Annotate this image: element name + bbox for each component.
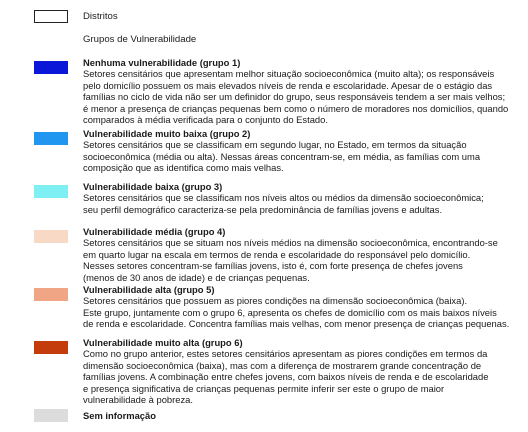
group-6-description: Como no grupo anterior, estes setores censitários apresentam as piores condições em termos da dimensão socioeconômica (baixa), mas com a diferença de mostrarem grande concentração de famílias jovens. A combinação entre chefes jovens, com baixos níveis de renda e de escolaridade e presença significativa de crianças pequenas permite inferir ser este o grupo de maior vulnerabilidade à pobreza. (83, 348, 489, 406)
group-4-title: Vulnerabilidade média (grupo 4) (83, 226, 226, 237)
distritos-label: Distritos (83, 11, 118, 22)
group-3-description: Setores censitários que se classificam nos níveis altos ou médios da dimensão socioeconômica; seu perfil demográfico caracteriza-se pela predominância de famílias jovens e adultas. (83, 192, 484, 215)
group-3-title: Vulnerabilidade baixa (grupo 3) (83, 181, 223, 192)
group-5-description: Setores censitários que possuem as piores condições na dimensão socioeconômica (baixa). Este grupo, juntamente com o grupo 6, apresenta os chefes de domicílio com os mais baixos níveis de renda e escolaridade. Concentra famílias mais velhas, com menor presença de crianças pequenas. (83, 295, 510, 330)
group-2-description: Setores censitários que se classificam em segundo lugar, no Estado, em termos da situação socioeconômica (média ou alta). Nessas áreas concentram-se, em média, as famílias com uma composição que as identifica como mais velhas. (83, 139, 481, 174)
group-1-swatch (34, 61, 68, 74)
distritos-swatch (34, 10, 68, 23)
group-2-swatch (34, 132, 68, 145)
group-1-title: Nenhuma vulnerabilidade (grupo 1) (83, 57, 241, 68)
group-5-swatch (34, 288, 68, 301)
group-4-description: Setores censitários que se situam nos níveis médios na dimensão socioeconômica, encontrando-se em quarto lugar na escala em termos de renda e escolaridade do responsável pelo domicílio. Nesses setores concentram-se famílias jovens, isto é, com forte presença de chefes jovens (menos de 30 anos de idade) e de crianças pequenas. (83, 237, 498, 283)
group-2-title: Vulnerabilidade muito baixa (grupo 2) (83, 128, 251, 139)
section-title: Grupos de Vulnerabilidade (83, 34, 197, 45)
no-info-title: Sem informação (83, 410, 156, 421)
group-5-title: Vulnerabilidade alta (grupo 5) (83, 284, 215, 295)
group-1-description: Setores censitários que apresentam melhor situação socioeconômica (muito alta); os responsáveis pelo domicílio possuem os mais elevados níveis de renda e escolaridade. Apesar de o estágio das famílias no ciclo de vida não ser um definidor do grupo, seus responsáveis tendem a ser mais velhos; é menor a presença de crianças pequenas bem como o número de moradores nos domicílios, quando comparados à média verificada para o conjunto do Estado. (83, 68, 509, 126)
no-info-swatch (34, 409, 68, 422)
group-4-swatch (34, 230, 68, 243)
group-6-title: Vulnerabilidade muito alta (grupo 6) (83, 337, 243, 348)
group-3-swatch (34, 185, 68, 198)
group-6-swatch (34, 341, 68, 354)
